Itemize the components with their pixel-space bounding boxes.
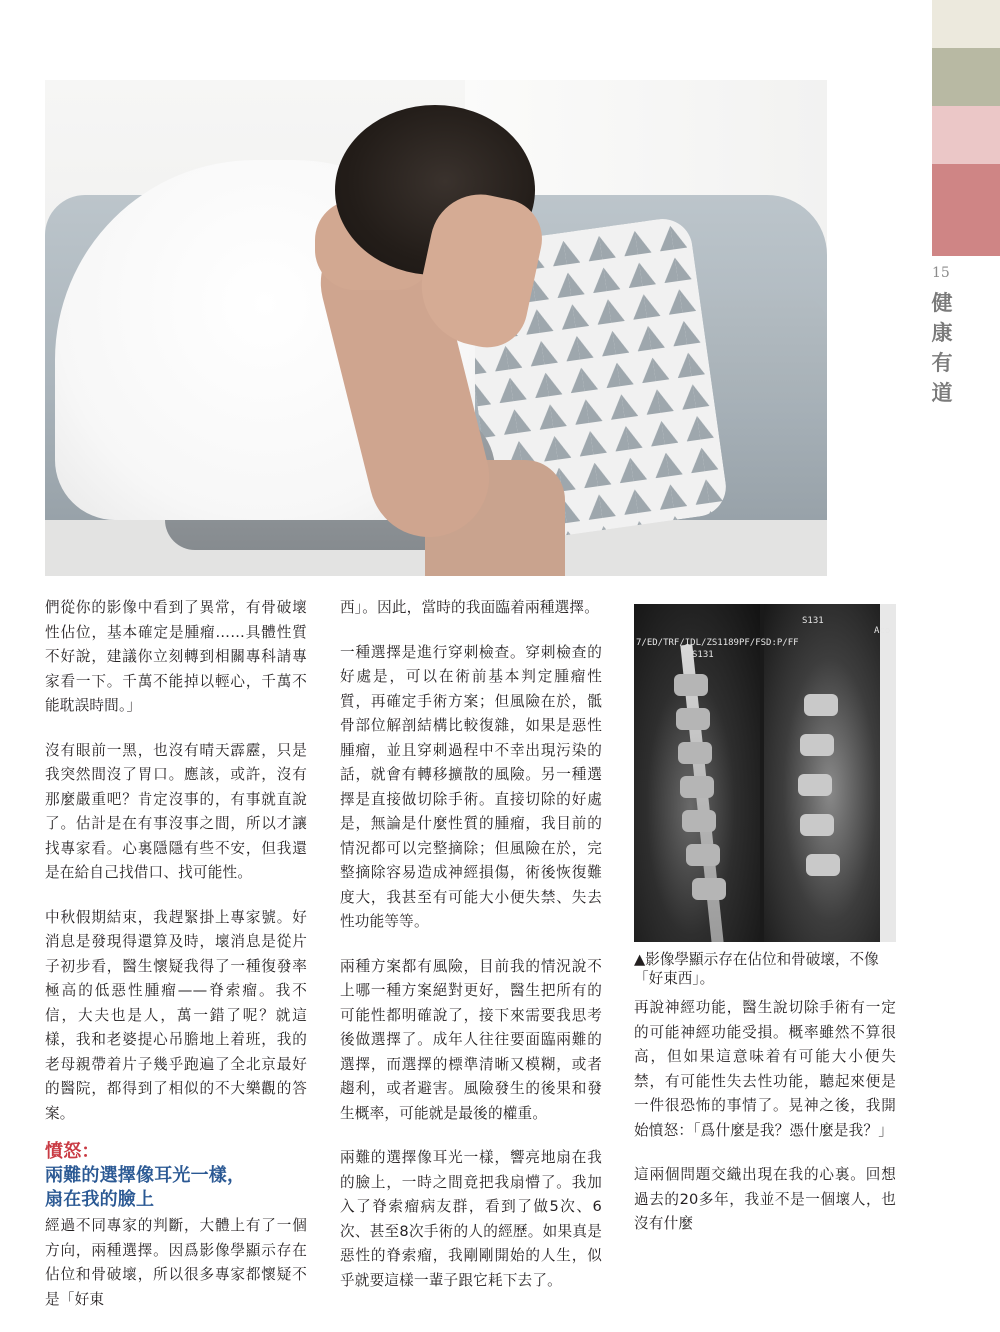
mri-vertebra: [678, 742, 712, 764]
paragraph: 一種選擇是進行穿刺檢查。穿刺檢查的好處是，可以在術前基本判定腫瘤性質，再確定手術方案；但風險在於，骶骨部位解剖結構比較復雜，如果是惡性腫瘤，並且穿刺過程中不幸出現污染的話，就會有轉移擴散的風險。另一種選擇是直接做切除手術。直接切除的好處是，無論是什麼性質的腫瘤，我目前的情況都可以完整摘除；但風險在於，完整摘除容易造成神經損傷，術後恢復難度大，我甚至有可能大小便失禁、失去性功能等等。: [340, 643, 602, 930]
mri-label-path: 7/ED/TRF/IDL/ZS1189PF/FSD:P/FF: [636, 638, 799, 648]
side-tab-blank: [932, 256, 1000, 1275]
mri-vertebra: [692, 878, 726, 900]
article-column-3: [634, 996, 896, 1257]
side-tab-cream: [932, 0, 1000, 48]
section-title-char: 有: [931, 350, 953, 375]
mri-vertebra: [806, 854, 840, 876]
mri-scan-image: [634, 604, 896, 942]
mri-vertebra: [680, 776, 714, 798]
paragraph: 經過不同專家的判斷，大體上有了一個方向，兩種選擇。因爲影像學顯示存在佔位和骨破壞，所以很多專家都懷疑不是「好東: [45, 1217, 307, 1308]
mri-label-a: Aco: [874, 626, 891, 636]
section-title-char: 康: [931, 320, 953, 345]
paragraph: 沒有眼前一黑，也沒有晴天霹靂，只是我突然間沒了胃口。應該，或許，沒有那麼嚴重吧？肯定沒事的，有事就直說了。估計是在有事沒事之間，所以才讓找專家看。心裏隱隱有些不安，但我還是在給自己找借口、找可能性。: [45, 741, 307, 881]
paragraph: 西」。因此，當時的我面臨着兩種選擇。: [340, 599, 599, 616]
side-tab-rose: [932, 164, 1000, 256]
mri-vertebra: [798, 774, 832, 796]
mri-edge: [880, 604, 896, 942]
article-column-1: [45, 596, 307, 1332]
hero-photo: [45, 80, 827, 576]
mri-vertebra: [674, 674, 708, 696]
mri-vertebra: [682, 810, 716, 832]
article-column-2: [340, 596, 602, 1313]
paragraph: 這兩個問題交織出現在我的心裏。回想過去的20多年，我並不是一個壞人，也沒有什麼: [634, 1166, 896, 1232]
mri-pane-right: [764, 604, 896, 942]
section-heading-line: 扇在我的臉上: [45, 1189, 155, 1210]
paragraph: 中秋假期結束，我趕緊掛上專家號。好消息是發現得還算及時，壞消息是從片子初步看，醫生懷疑我得了一種復發率極高的低惡性腫瘤——脊索瘤。我不信，大夫也是人，萬一錯了呢？就這樣，我和老婆提心吊膽地上着班，我的老母親帶着片子幾乎跑遍了全北京最好的醫院，都得到了相似的不大樂觀的答案。: [45, 908, 307, 1122]
side-tab-pink: [932, 106, 1000, 164]
mri-vertebra: [800, 814, 834, 836]
section-title-char: 道: [931, 380, 953, 405]
paragraph: 兩種方案都有風險，目前我的情況說不上哪一種方案絕對更好，醫生把所有的可能性都明確說了，接下來需要我思考後做選擇了。成年人往往要面臨兩難的選擇，而選擇的標準清晰又模糊，或者趨利，或者避害。風險發生的後果和發生概率，可能就是最後的權重。: [340, 957, 602, 1122]
section-title-vertical: [930, 288, 954, 408]
mri-vertebra: [676, 708, 710, 730]
section-heading-line: 兩難的選擇像耳光一樣，: [45, 1165, 246, 1186]
paragraph: 再說神經功能，醫生說切除手術有一定的可能神經功能受損。概率雖然不算很高，但如果這意味着有可能大小便失禁，有可能性失去性功能，聽起來便是一件很恐怖的事情了。晃神之後，我開始憤怒：「爲什麼是我？憑什麼是我？」: [634, 999, 896, 1139]
section-title-char: 健: [931, 290, 953, 315]
image-caption: ▲影像學顯示存在佔位和骨破壞，不像「好東西」。: [634, 951, 879, 987]
mri-label-series: S131: [692, 650, 714, 660]
section-heading: [45, 1140, 307, 1212]
paragraph: 們從你的影像中看到了異常，有骨破壞性佔位，基本確定是腫瘤……具體性質不好說，建議你立刻轉到相關專科請專家看一下。千萬不能掉以輕心，千萬不能耽誤時間。」: [45, 599, 307, 714]
mri-vertebra: [804, 694, 838, 716]
mri-vertebra: [800, 734, 834, 756]
side-tab-olive: [932, 48, 1000, 106]
mri-vertebra: [686, 844, 720, 866]
section-heading-keyword: 憤怒：: [45, 1141, 100, 1162]
page-number: 15: [932, 265, 950, 281]
mri-label-series: S131: [802, 616, 824, 626]
paragraph: 兩難的選擇像耳光一樣，響亮地扇在我的臉上，一時之間竟把我扇懵了。我加入了脊索瘤病友群，看到了做5次、6次、甚至8次手術的人的經歷。如果真是惡性的脊索瘤，我剛剛開始的人生，似乎就要這樣一輩子跟它耗下去了。: [340, 1149, 602, 1289]
